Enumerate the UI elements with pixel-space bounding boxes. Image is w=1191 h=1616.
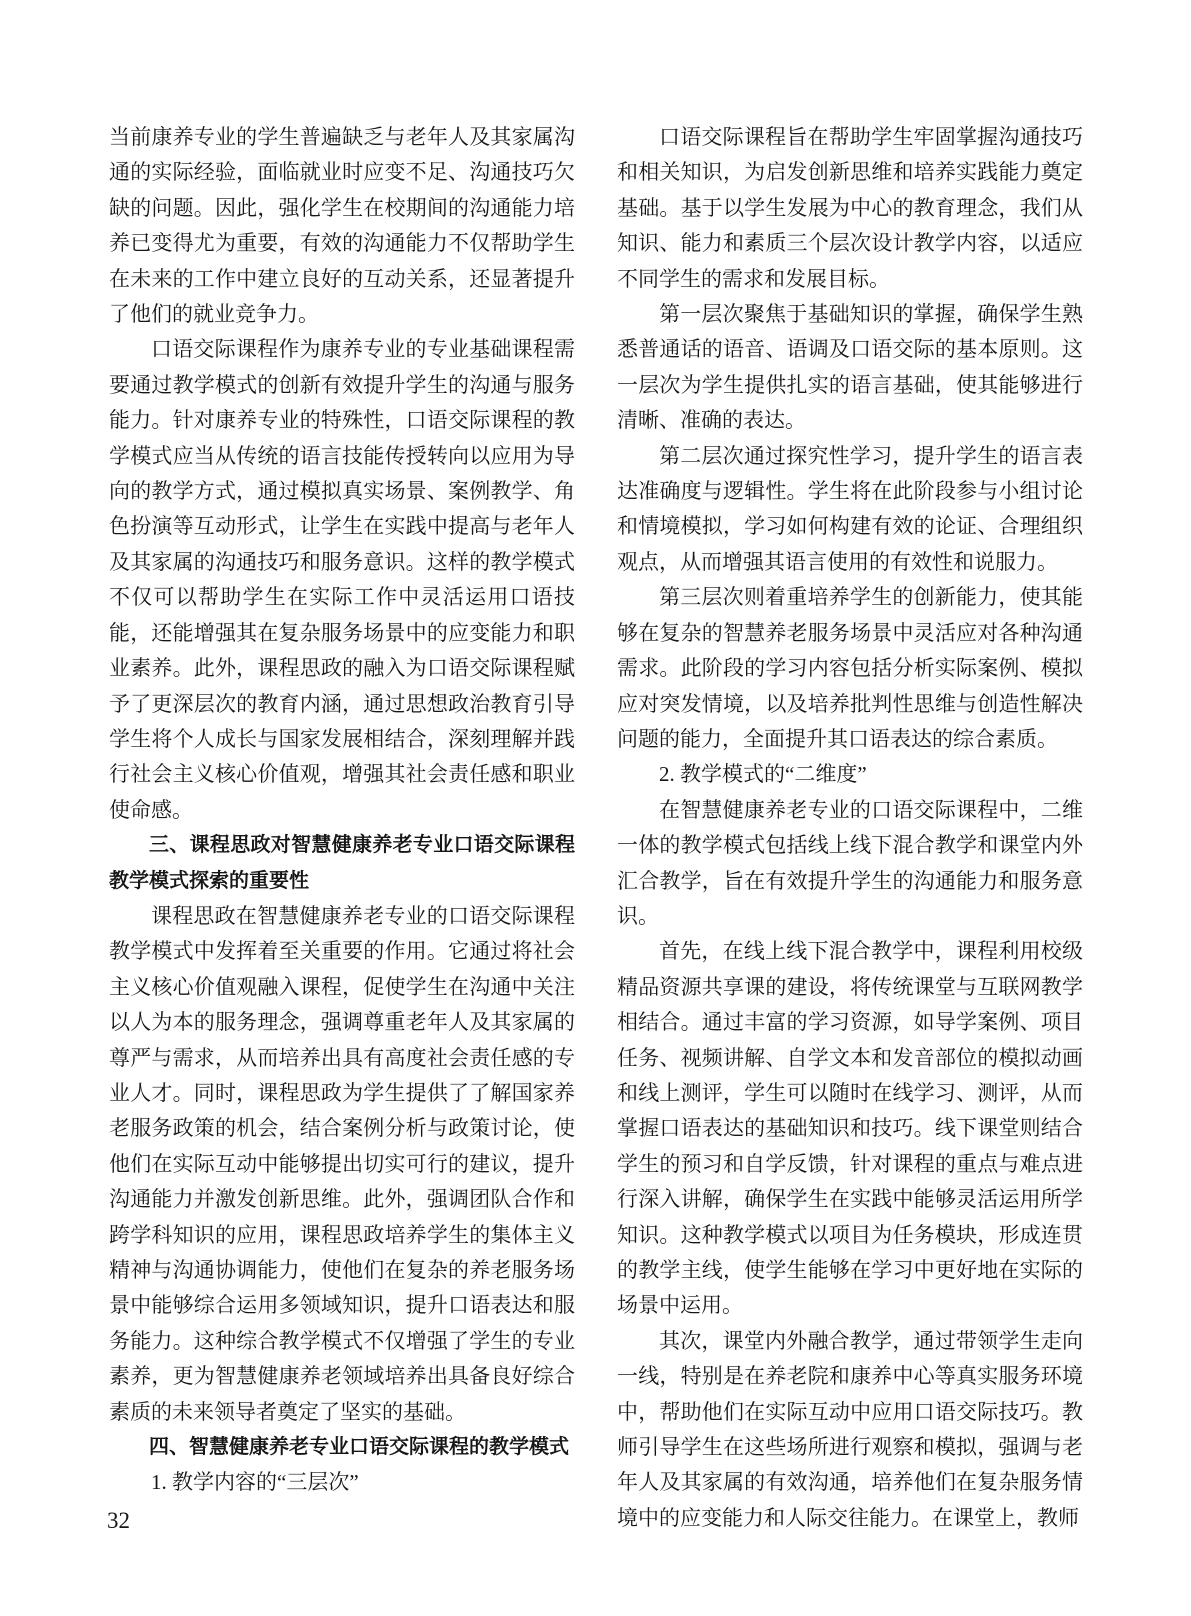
paragraph: 在智慧健康养老专业的口语交际课程中，二维一体的教学模式包括线上线下混合教学和课堂内外汇合教学，旨在有效提升学生的沟通能力和服务意识。 [617, 797, 1083, 928]
paragraph: 口语交际课程作为康养专业的专业基础课程需要通过教学模式的创新有效提升学生的沟通与服务能力。针对康养专业的特殊性，口语交际课程的教学模式应当从传统的语言技能传授转向以应用为导向的教学方式，通过模拟真实场景、案例教学、角色扮演等互动形式，让学生在实践中提高与老年人及其家属的沟通技巧和服务意识。这样的教学模式不仅可以帮助学生在实际工作中灵活运用口语技能，还能增强其在复杂服务场景中的应变能力和职业素养。此外，课程思政的融入为口语交际课程赋予了更深层次的教育内涵，通过思想政治教育引导学生将个人成长与国家发展相结合，深刻理解并践行社会主义核心价值观，增强其社会责任感和职业使命感。 [109, 337, 575, 822]
page-number: 32 [107, 1508, 130, 1533]
paragraph: 首先，在线上线下混合教学中，课程利用校级精品资源共享课的建设，将传统课堂与互联网教学相结合。通过丰富的学习资源，如导学案例、项目任务、视频讲解、自学文本和发音部位的模拟动画和线上测评，学生可以随时在线学习、测评，从而掌握口语表达的基础知识和技巧。线下课堂则结合学生的预习和自学反馈，针对课程的重点与难点进行深入讲解，确保学生在实践中能够灵活运用所学知识。这种教学模式以项目为任务模块，形成连贯的教学主线，使学生能够在学习中更好地在实际的场景中运用。 [617, 939, 1083, 1318]
paragraph: 第三层次则着重培养学生的创新能力，使其能够在复杂的智慧养老服务场景中灵活应对各种沟通需求。此阶段的学习内容包括分析实际案例、模拟应对突发情境，以及培养批判性思维与创造性解决问题的能力，全面提升其口语表达的综合素质。 [617, 585, 1083, 751]
paragraph: 第一层次聚焦于基础知识的掌握，确保学生熟悉普通话的语音、语调及口语交际的基本原则。这一层次为学生提供扎实的语言基础，使其能够进行清晰、准确的表达。 [617, 302, 1083, 433]
sub-heading: 2. 教学模式的“二维度” [659, 762, 867, 787]
paragraph: 第二层次通过探究性学习，提升学生的语言表达准确度与逻辑性。学生将在此阶段参与小组讨论和情境模拟，学习如何构建有效的论证、合理组织观点，从而增强其语言使用的有效性和说服力。 [617, 443, 1083, 574]
paragraph: 其次，课堂内外融合教学，通过带领学生走向一线，特别是在养老院和康养中心等真实服务环境中，帮助他们在实际互动中应用口语交际技巧。教师引导学生在这些场所进行观察和模拟，强调与老年人及其家属的有效沟通，培养他们在复杂服务情境中的应变能力和人际交往能力。在课堂上，教师 [617, 1328, 1083, 1530]
paragraph: 口语交际课程旨在帮助学生牢固掌握沟通技巧和相关知识，为启发创新思维和培养实践能力奠定基础。基于以学生发展为中心的教育理念，我们从知识、能力和素质三个层次设计教学内容，以适应不同学生的需求和发展目标。 [617, 125, 1083, 291]
paragraph: 当前康养专业的学生普遍缺乏与老年人及其家属沟通的实际经验，面临就业时应变不足、沟通技巧欠缺的问题。因此，强化学生在校期间的沟通能力培养已变得尤为重要，有效的沟通能力不仅帮助学生在未来的工作中建立良好的互动关系，还显著提升了他们的就业竞争力。 [109, 125, 575, 327]
text-column-right [617, 120, 1083, 1536]
section-heading: 四、智慧健康养老专业口语交际课程的教学模式 [149, 1436, 569, 1459]
sub-heading: 1. 教学内容的“三层次” [151, 1470, 359, 1495]
paragraph: 课程思政在智慧健康养老专业的口语交际课程教学模式中发挥着至关重要的作用。它通过将社会主义核心价值观融入课程，促使学生在沟通中关注以人为本的服务理念，强调尊重老年人及其家属的尊严与需求，从而培养出具有高度社会责任感的专业人才。同时，课程思政为学生提供了了解国家养老服务政策的机会，结合案例分析与政策讨论，使他们在实际互动中能够提出切实可行的建议，提升沟通能力并激发创新思维。此外，强调团队合作和跨学科知识的应用，课程思政培养学生的集体主义精神与沟通协调能力，使他们在复杂的养老服务场景中能够综合运用多领域知识，提升口语表达和服务能力。这种综合教学模式不仅增强了学生的专业素养，更为智慧健康养老领域培养出具备良好综合素质的未来领导者奠定了坚实的基础。 [109, 903, 575, 1424]
section-heading: 三、课程思政对智慧健康养老专业口语交际课程教学模式探索的重要性 [109, 834, 575, 892]
text-column-left [109, 120, 575, 1501]
